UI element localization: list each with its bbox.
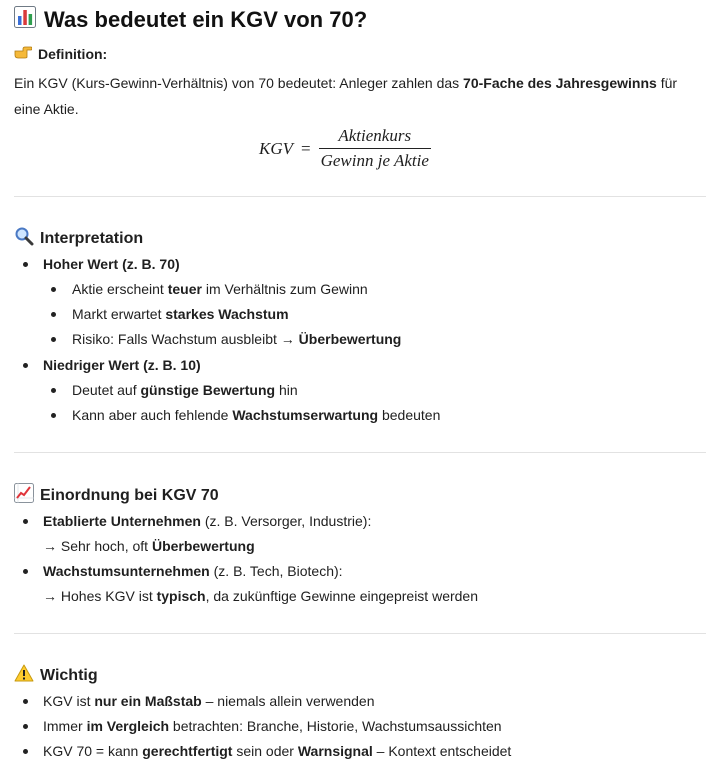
text-bold: Etablierte Unternehmen xyxy=(43,513,201,529)
interpretation-heading xyxy=(14,226,143,251)
continuation-line xyxy=(43,584,706,609)
text: Immer xyxy=(43,718,87,734)
text-bold: Überbewertung xyxy=(298,331,402,347)
text-bold: typisch xyxy=(156,588,206,604)
definition-text-part: Ein KGV (Kurs-Gewinn-Verhältnis) von 70 bedeutet: Anleger zahlen das xyxy=(14,75,464,91)
text: KGV 70 = kann xyxy=(43,743,143,759)
list-item xyxy=(14,302,706,327)
warning-icon xyxy=(14,664,34,687)
trend-up-icon xyxy=(14,483,34,508)
list-item xyxy=(14,714,706,739)
text: , da zukünftige Gewinne eingepreist werden xyxy=(205,588,479,604)
interpretation-list xyxy=(14,252,706,428)
list-item xyxy=(14,378,706,403)
list-item xyxy=(14,353,706,378)
definition-heading xyxy=(14,45,107,62)
definition-emphasis: 70-Fache des Jahresgewinns xyxy=(463,75,657,91)
text-bold: gerechtfertigt xyxy=(142,743,233,759)
high-value-label: Hoher Wert (z. B. 70) xyxy=(43,256,180,272)
einordnung-heading-text: Einordnung bei KGV 70 xyxy=(40,486,219,504)
text: – Kontext entscheidet xyxy=(372,743,512,759)
wichtig-heading-text: Wichtig xyxy=(40,666,98,684)
text-bold: günstige Bewertung xyxy=(140,382,276,398)
text: sein oder xyxy=(232,743,298,759)
definition-text-part: für eine Aktie. xyxy=(14,75,678,117)
text: (z. B. Versorger, Industrie): xyxy=(200,513,372,529)
text: bedeuten xyxy=(378,407,441,423)
definition-text xyxy=(14,70,704,122)
low-value-label: Niedriger Wert (z. B. 10) xyxy=(43,357,201,373)
interpretation-heading-text: Interpretation xyxy=(40,229,144,247)
text-bold: Wachstumsunternehmen xyxy=(43,563,210,579)
text: Deutet auf xyxy=(72,382,141,398)
formula-lhs: KGV xyxy=(259,138,293,158)
text: Aktie erscheint xyxy=(72,281,168,297)
formula-numerator: Aktienkurs xyxy=(338,126,412,145)
text: Kann aber auch fehlende xyxy=(72,407,233,423)
text: → Sehr hoch, oft xyxy=(43,538,152,554)
definition-label: Definition: xyxy=(38,45,108,62)
list-item xyxy=(14,327,706,352)
magnifier-icon xyxy=(14,226,34,251)
text-bold: teuer xyxy=(167,281,202,297)
einordnung-list xyxy=(14,509,706,609)
text-bold: starkes Wachstum xyxy=(165,306,289,322)
continuation-line xyxy=(43,534,706,559)
text: im Verhältnis zum Gewinn xyxy=(201,281,368,297)
einordnung-heading xyxy=(14,483,219,508)
kgv-formula xyxy=(259,126,431,171)
list-item xyxy=(14,559,706,609)
text: betrachten: Branche, Historie, Wachstumsaussichten xyxy=(169,718,502,734)
formula-equals: = xyxy=(301,138,311,158)
text: → Hohes KGV ist xyxy=(43,588,157,604)
text: Markt erwartet xyxy=(72,306,166,322)
wichtig-heading xyxy=(14,664,98,687)
text-bold: im Vergleich xyxy=(86,718,170,734)
list-item xyxy=(14,252,706,277)
text: (z. B. Tech, Biotech): xyxy=(209,563,343,579)
wichtig-list xyxy=(14,689,706,764)
text: Risiko: Falls Wachstum ausbleibt → xyxy=(72,331,299,347)
text-bold: Überbewertung xyxy=(151,538,255,554)
formula-fraction xyxy=(319,126,431,171)
formula-denominator: Gewinn je Aktie xyxy=(319,148,431,171)
text-bold: Warnsignal xyxy=(297,743,373,759)
text: KGV ist xyxy=(43,693,95,709)
list-item xyxy=(14,277,706,302)
list-item xyxy=(14,739,706,764)
section-divider xyxy=(14,633,706,634)
section-divider xyxy=(14,196,706,197)
bar-chart-icon xyxy=(14,6,36,34)
list-item xyxy=(14,403,706,428)
list-item xyxy=(14,509,706,559)
page-title xyxy=(14,6,367,34)
pointing-hand-icon xyxy=(14,45,32,62)
page-title-text: Was bedeutet ein KGV von 70? xyxy=(44,7,368,32)
list-item xyxy=(14,689,706,714)
section-divider xyxy=(14,452,706,453)
text-bold: nur ein Maßstab xyxy=(94,693,202,709)
text: – niemals allein verwenden xyxy=(201,693,375,709)
text: hin xyxy=(275,382,298,398)
text-bold: Wachstumserwartung xyxy=(232,407,379,423)
